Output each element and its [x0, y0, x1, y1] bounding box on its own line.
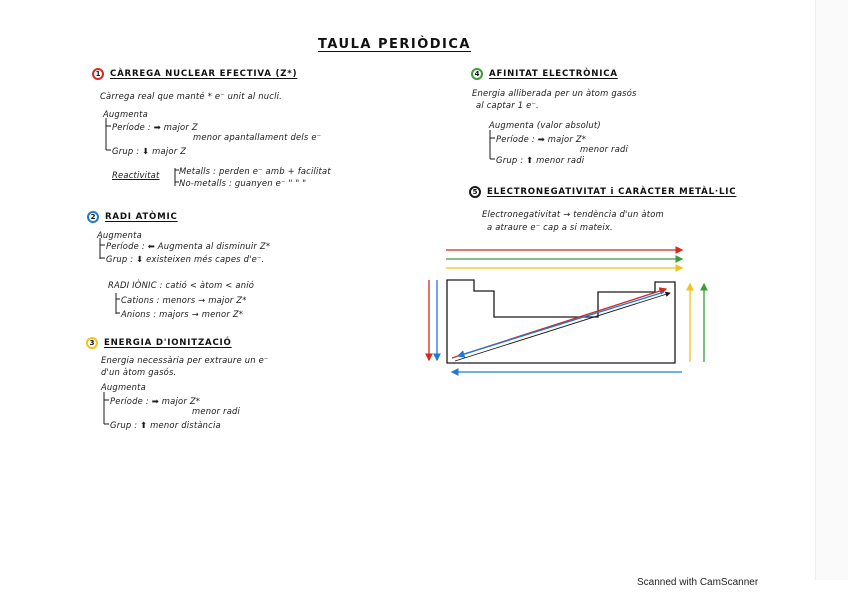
- s4-desc: Energia alliberada per un àtom gasós: [472, 88, 637, 98]
- s4-periode: Període : ➡ major Z*: [496, 134, 587, 144]
- scan-footer: Scanned with CamScanner: [637, 577, 759, 588]
- s1-periode: Període : ➡ major Z: [112, 122, 198, 132]
- s2-cations: Cations : menors → major Z*: [121, 295, 247, 305]
- s3-periode: Període : ➡ major Z*: [110, 396, 201, 406]
- s3-periode2: menor radi: [192, 406, 241, 416]
- s1-augmenta: Augmenta: [103, 109, 148, 119]
- section-5-title: ELECTRONEGATIVITAT i CARÀCTER METÀL·LIC: [487, 187, 737, 197]
- section-4-title: AFINITAT ELECTRÒNICA: [489, 69, 618, 79]
- s1-grup: Grup : ⬇ major Z: [112, 146, 187, 156]
- periodic-table-outline: [447, 280, 675, 363]
- s1-metalls: Metalls : perden e⁻ amb + facilitat: [179, 166, 331, 176]
- s1-desc: Càrrega real que manté * e⁻ unit al nucli.: [100, 91, 283, 101]
- s1-periode2: menor apantallament dels e⁻: [193, 132, 322, 142]
- s3-desc2: d'un àtom gasós.: [101, 367, 177, 377]
- section-3-number: 3: [86, 337, 98, 349]
- s2-periode: Període : ⬅ Augmenta al disminuir Z*: [106, 241, 271, 251]
- s4-grup: Grup : ⬆ menor radi: [496, 155, 585, 165]
- s3-desc: Energia necessària per extraure un e⁻: [101, 355, 269, 365]
- page-title: TAULA PERIÒDICA: [318, 37, 471, 52]
- s4-periode2: menor radi: [580, 144, 629, 154]
- s2-anions: Anions : majors → menor Z*: [121, 309, 244, 319]
- s1-reactivitat: Reactivitat: [112, 170, 160, 180]
- s1-nometalls: No-metalls : guanyen e⁻ " " ": [179, 178, 307, 188]
- dark-diagonal-arrow: [455, 293, 670, 361]
- s4-augmenta: Augmenta (valor absolut): [489, 120, 601, 130]
- section-2-title: RADI ATÒMIC: [105, 212, 178, 222]
- s3-grup: Grup : ⬆ menor distància: [110, 420, 221, 430]
- s2-radi-ionic: RADI IÒNIC : catió < àtom < anió: [108, 280, 255, 290]
- s5-desc: Electronegativitat → tendència d'un àtom: [482, 209, 664, 219]
- section-2-number: 2: [87, 211, 99, 223]
- s4-desc2: al captar 1 e⁻.: [476, 100, 539, 110]
- section-1-title: CÀRREGA NUCLEAR EFECTIVA (Z*): [110, 69, 298, 79]
- section-5-number: 5: [469, 186, 481, 198]
- list-brackets: [100, 118, 495, 424]
- s5-desc2: a atraure e⁻ cap a si mateix.: [487, 222, 613, 232]
- s2-augmenta: Augmenta: [97, 230, 142, 240]
- section-1-number: 1: [92, 68, 104, 80]
- s3-augmenta: Augmenta: [101, 382, 146, 392]
- blue-diagonal-arrow: [458, 292, 664, 356]
- section-4-number: 4: [471, 68, 483, 80]
- section-3-title: ENERGIA D'IONITZACIÓ: [104, 338, 232, 348]
- s2-grup: Grup : ⬇ existeixen més capes d'e⁻.: [106, 254, 265, 264]
